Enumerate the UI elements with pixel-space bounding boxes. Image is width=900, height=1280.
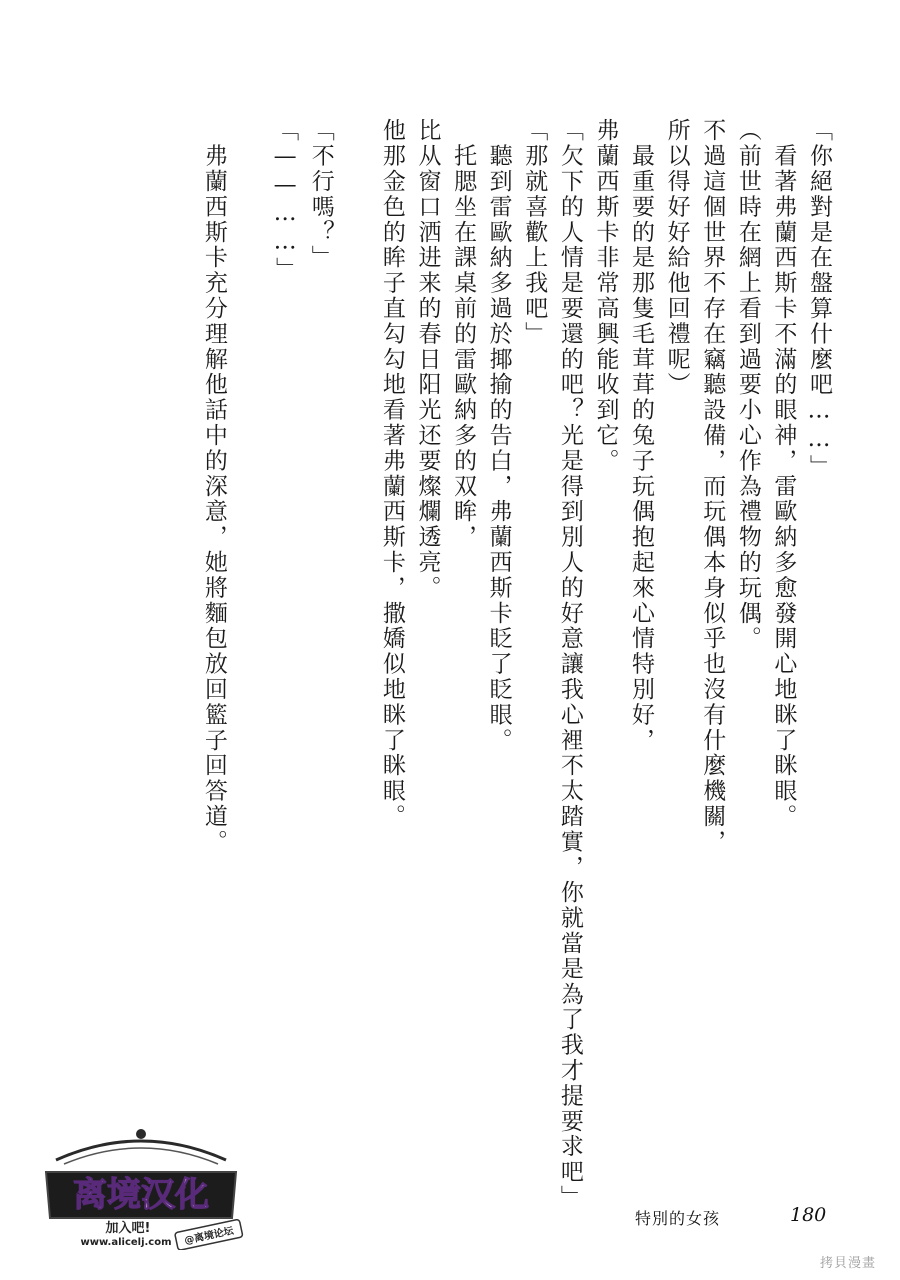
text-line: 他那金色的眸子直勾勾地看著弗蘭西斯卡，撒嬌似地眯了眯眼。 <box>378 118 405 830</box>
running-chapter-title: 特別的女孩 <box>635 1209 721 1228</box>
corner-watermark: 拷貝漫畫 <box>820 1256 877 1271</box>
text-line: 看著弗蘭西斯卡不滿的眼神，雷歐納多愈發開心地眯了眯眼。 <box>770 118 797 830</box>
text-line: 不過這個世界不存在竊聽設備，而玩偶本身似乎也沒有什麼機關， <box>699 118 726 855</box>
blank-line <box>231 118 267 1168</box>
text-line: 聽到雷歐納多過於揶揄的告白，弗蘭西斯卡眨了眨眼。 <box>485 118 512 753</box>
text-line: 最重要的是那隻毛茸茸的兔子玩偶抱起來心情特別好， <box>628 118 655 753</box>
text-line: 「——……」 <box>272 118 299 283</box>
page-number: 180 <box>790 1204 827 1226</box>
text-line: 比从窗口洒进来的春日阳光还要燦爛透亮。 <box>414 118 441 601</box>
vertical-text-body <box>195 118 836 1211</box>
logo-title: 离境汉化 <box>73 1175 209 1215</box>
text-line: 托腮坐在課桌前的雷歐納多的双眸， <box>450 118 477 550</box>
logo-stamp <box>175 1219 243 1250</box>
text-line: 弗蘭西斯卡充分理解他話中的深意，她將麵包放回籃子回答道。 <box>200 118 227 855</box>
text-line: 「不行嗎？」 <box>307 118 334 271</box>
text-line: 所以得好好給他回禮呢） <box>663 118 690 398</box>
text-line: 「那就喜歡上我吧」 <box>521 118 548 347</box>
scanlation-group-logo <box>36 1120 246 1250</box>
logo-url: www.alicelj.com <box>80 1237 172 1248</box>
logo-subtitle: 加入吧! <box>105 1221 151 1236</box>
blank-line <box>338 118 374 1168</box>
text-line: 弗蘭西斯卡非常高興能收到它。 <box>592 118 619 474</box>
text-line: 「欠下的人情是要還的吧？光是得到別人的好意讓我心裡不太踏實，你就當是為了我才提要求吧」 <box>556 118 583 1211</box>
logo-stamp-text: @离境论坛 <box>183 1225 235 1247</box>
text-line: （前世時在網上看到過要小心作為禮物的玩偶。 <box>734 118 761 652</box>
text-line: 「你絕對是在盤算什麼吧……」 <box>806 118 832 480</box>
